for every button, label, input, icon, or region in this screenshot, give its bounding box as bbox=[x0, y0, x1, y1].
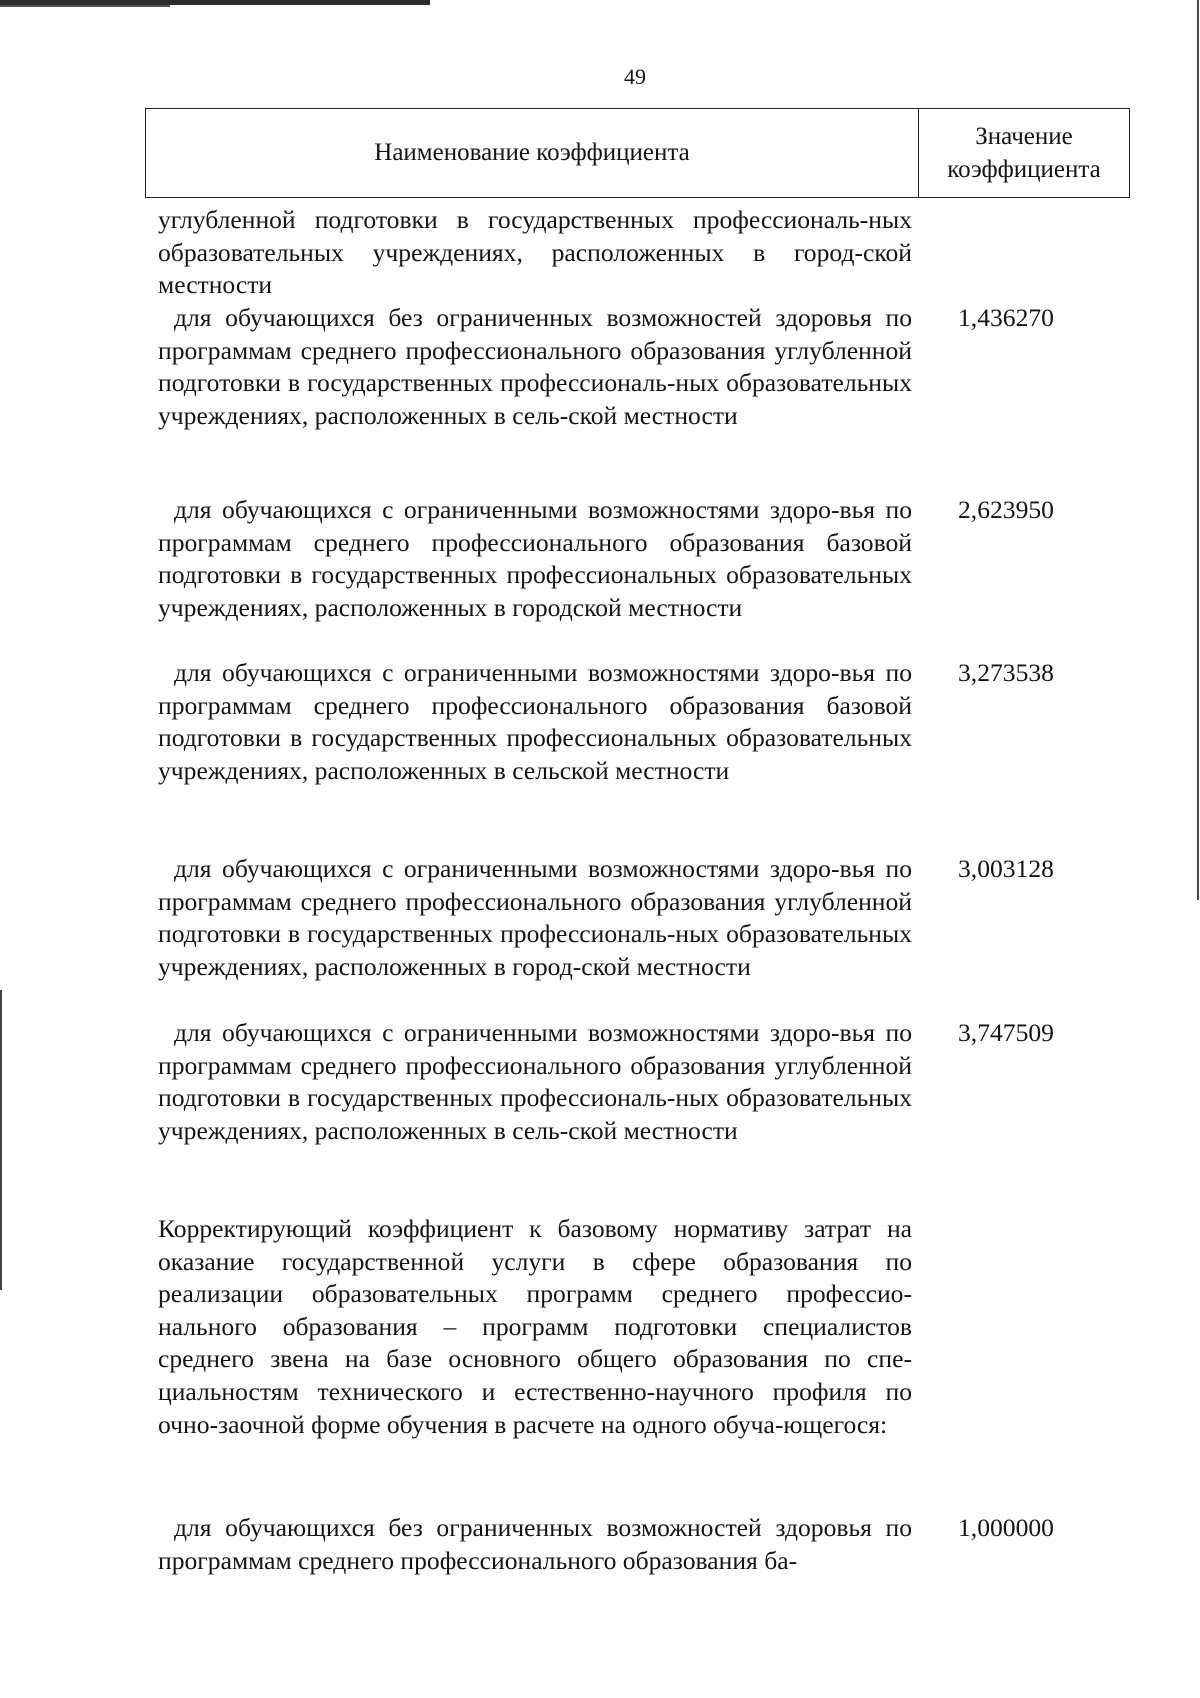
coefficient-row bbox=[158, 494, 1090, 624]
table-header bbox=[145, 108, 1130, 198]
coefficient-row bbox=[158, 853, 1090, 983]
coefficient-description: для обучающихся с ограниченными возможностями здоро-вья по программам среднего профессионального образования углубленной подготовки в государственных профессиональ-ных образовательных учреждениях, расположенных в город-ской местности bbox=[158, 854, 912, 981]
coefficient-value: 1,436270 bbox=[958, 303, 1054, 332]
coefficient-row bbox=[158, 1512, 1090, 1577]
coefficient-value: 3,003128 bbox=[958, 854, 1054, 883]
coefficient-description: для обучающихся без ограниченных возможностей здоровья по программам среднего профессионального образования углубленной подготовки в государственных профессиональ-ных образовательных учреждениях, расположенных в сель-ской местности bbox=[158, 303, 912, 430]
coefficient-description: для обучающихся с ограниченными возможностями здоро-вья по программам среднего профессионального образования базовой подготовки в государственных профессиональных образовательных учреждениях, расположенных в сельской местности bbox=[158, 658, 912, 785]
scan-right-edge bbox=[1197, 0, 1199, 900]
coefficient-section-heading bbox=[158, 1213, 1090, 1441]
coefficient-value: 3,273538 bbox=[958, 658, 1054, 687]
coefficient-description: для обучающихся с ограниченными возможностями здоро-вья по программам среднего профессионального образования углубленной подготовки в государственных профессиональ-ных образовательных учреждениях, расположенных в сель-ской местности bbox=[158, 1018, 912, 1145]
coefficient-row bbox=[158, 204, 1090, 302]
coefficient-description: для обучающихся без ограниченных возможностей здоровья по программам среднего профессионального образования ба- bbox=[158, 1513, 912, 1575]
scan-top-rule-secondary bbox=[0, 5, 170, 7]
coefficient-description: Корректирующий коэффициент к базовому нормативу затрат на оказание государственной услуги в сфере образования по реализации образовательных программ среднего профессио-нального образования – программ подготовки специалистов среднего звена на базе основного общего образования по спе-циальностям технического и естественно-научного профиля по очно-заочной форме обучения в расчете на одного обуча-ющегося: bbox=[158, 1214, 912, 1439]
coefficient-description: углубленной подготовки в государственных профессиональ-ных образовательных учреждениях, расположенных в город-ской местности bbox=[158, 205, 912, 300]
coefficient-description: для обучающихся с ограниченными возможностями здоро-вья по программам среднего профессионального образования базовой подготовки в государственных профессиональных образовательных учреждениях, расположенных в городской местности bbox=[158, 495, 912, 622]
coefficient-row bbox=[158, 657, 1090, 787]
coefficient-value: 3,747509 bbox=[958, 1018, 1054, 1047]
coefficient-value: 2,623950 bbox=[958, 495, 1054, 524]
scan-left-edge bbox=[0, 990, 2, 1290]
page-number: 49 bbox=[624, 64, 646, 89]
coefficient-row bbox=[158, 1017, 1090, 1147]
column-header-name: Наименование коэффициента bbox=[146, 109, 919, 197]
column-header-value: Значение коэффициента bbox=[947, 123, 1101, 183]
coefficient-value: 1,000000 bbox=[958, 1513, 1054, 1542]
coefficient-row bbox=[158, 302, 1090, 432]
